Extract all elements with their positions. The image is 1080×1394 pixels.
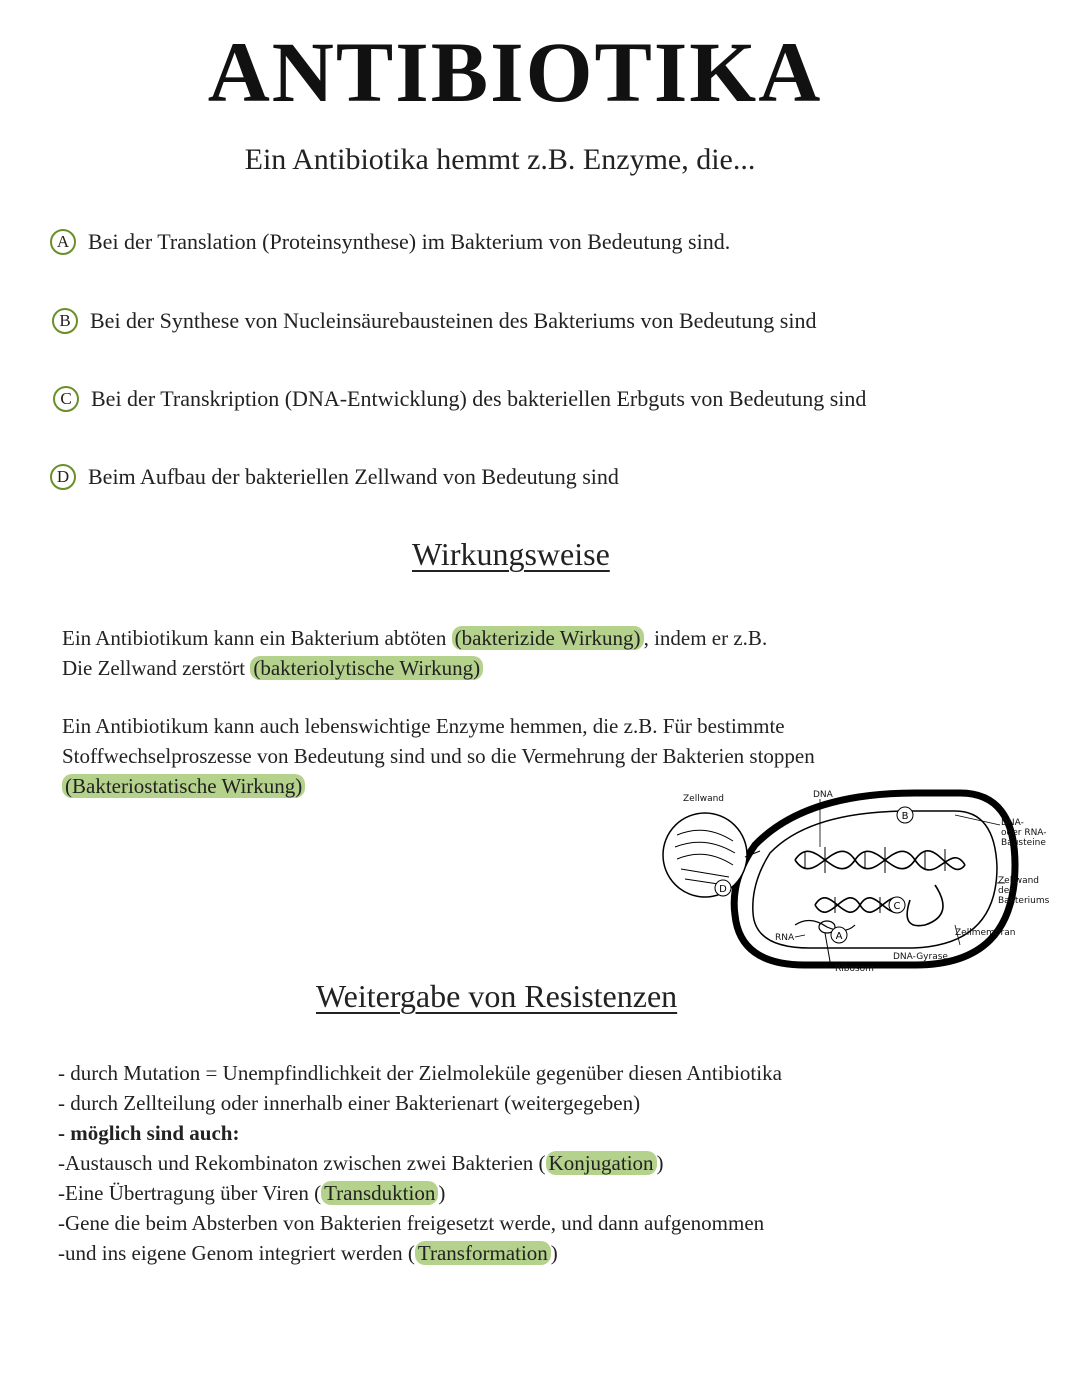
highlight-term: (Bakteriostatische Wirkung) <box>62 774 305 798</box>
option-b <box>52 308 816 334</box>
label-bausteine-3: Bausteine <box>1001 838 1046 848</box>
dna-helix-rungs <box>805 847 945 913</box>
option-a <box>50 229 730 255</box>
list-line: - durch Zellteilung oder innerhalb einer Bakterienart (weitergegeben) <box>58 1091 641 1115</box>
label-zellmembran: Zellmembran <box>955 928 1016 938</box>
ribosome <box>795 920 855 967</box>
wirkung-paragraph-1 <box>62 623 1042 683</box>
text-line: Ein Antibiotikum kann auch lebenswichtige Enzyme hemmen, die z.B. Für bestimmte <box>62 714 785 738</box>
diagram-markers <box>715 807 913 943</box>
text-line: Stoffwechselproszesse von Bedeutung sind und so die Vermehrung der Bakterien stoppen <box>62 744 815 768</box>
label-zellwand-bak-2: des <box>998 886 1014 896</box>
label-ribosom: Ribosom <box>835 964 874 974</box>
label-dna-gyrase: DNA-Gyrase <box>893 952 948 962</box>
list-line: -Gene die beim Absterben von Bakterien freigesetzt werde, und dann aufgenommen <box>58 1211 765 1235</box>
marker-d: D <box>719 884 727 895</box>
list-line: -und ins eigene Genom integriert werden ( Transformation ) <box>58 1241 558 1265</box>
highlight-term: Transformation <box>415 1241 551 1265</box>
highlight-term: Transduktion <box>321 1181 438 1205</box>
subtitle: Ein Antibiotika hemmt z.B. Enzyme, die... <box>244 143 756 176</box>
option-badge: C <box>53 386 79 412</box>
option-text: Beim Aufbau der bakteriellen Zellwand von Bedeutung sind <box>88 464 619 489</box>
marker-c: C <box>893 901 901 912</box>
option-badge: A <box>50 229 76 255</box>
marker-b: B <box>901 811 909 822</box>
text-line: Die Zellwand zerstört (bakteriolytische Wirkung) <box>62 653 1042 683</box>
option-text: Bei der Synthese von Nucleinsäurebausteinen des Bakteriums von Bedeutung sind <box>90 308 817 333</box>
highlight-term: Konjugation <box>546 1151 657 1175</box>
option-text: Bei der Transkription (DNA-Entwicklung) des bakteriellen Erbguts von Bedeutung sind <box>91 386 867 411</box>
option-c <box>53 386 866 412</box>
label-zellwand: Zellwand <box>683 794 724 804</box>
marker-a: A <box>835 931 843 942</box>
highlight-term: (bakteriolytische Wirkung) <box>250 656 483 680</box>
section-heading-wirkung: Wirkungsweise <box>412 536 610 572</box>
text-line: Ein Antibiotikum kann ein Bakterium abtöten (bakterizide Wirkung) , indem er z.B. <box>62 626 768 650</box>
list-line: -Eine Übertragung über Viren ( Transduktion ) <box>58 1181 446 1205</box>
option-badge: B <box>52 308 78 334</box>
zellwand-zoom-circle <box>663 813 760 897</box>
section-heading-resistenz: Weitergabe von Resistenzen <box>316 978 678 1014</box>
option-text: Bei der Translation (Proteinsynthese) im Bakterium von Bedeutung sind. <box>88 229 731 254</box>
label-dna: DNA <box>813 790 833 800</box>
label-rna: RNA <box>775 933 795 943</box>
label-zellwand-bak-3: Bakteriums <box>998 896 1050 906</box>
option-d <box>50 464 619 490</box>
resistenz-list <box>58 1058 1058 1268</box>
option-badge: D <box>50 464 76 490</box>
list-line: - möglich sind auch: <box>58 1121 240 1145</box>
list-line: - durch Mutation = Unempfindlichkeit der Zielmoleküle gegenüber diesen Antibiotika <box>58 1061 782 1085</box>
dna-helix <box>795 851 965 926</box>
label-bausteine-1: DNA- <box>1001 818 1024 828</box>
bacterium-diagram <box>655 785 1065 985</box>
label-bausteine-2: oder RNA- <box>1001 828 1047 838</box>
label-zellwand-bak-1: Zellwand <box>998 876 1039 886</box>
highlight-term: (bakterizide Wirkung) <box>452 626 644 650</box>
list-line: -Austausch und Rekombinaton zwischen zwei Bakterien ( Konjugation ) <box>58 1151 664 1175</box>
page-title: ANTIBIOTIKA <box>207 24 823 120</box>
